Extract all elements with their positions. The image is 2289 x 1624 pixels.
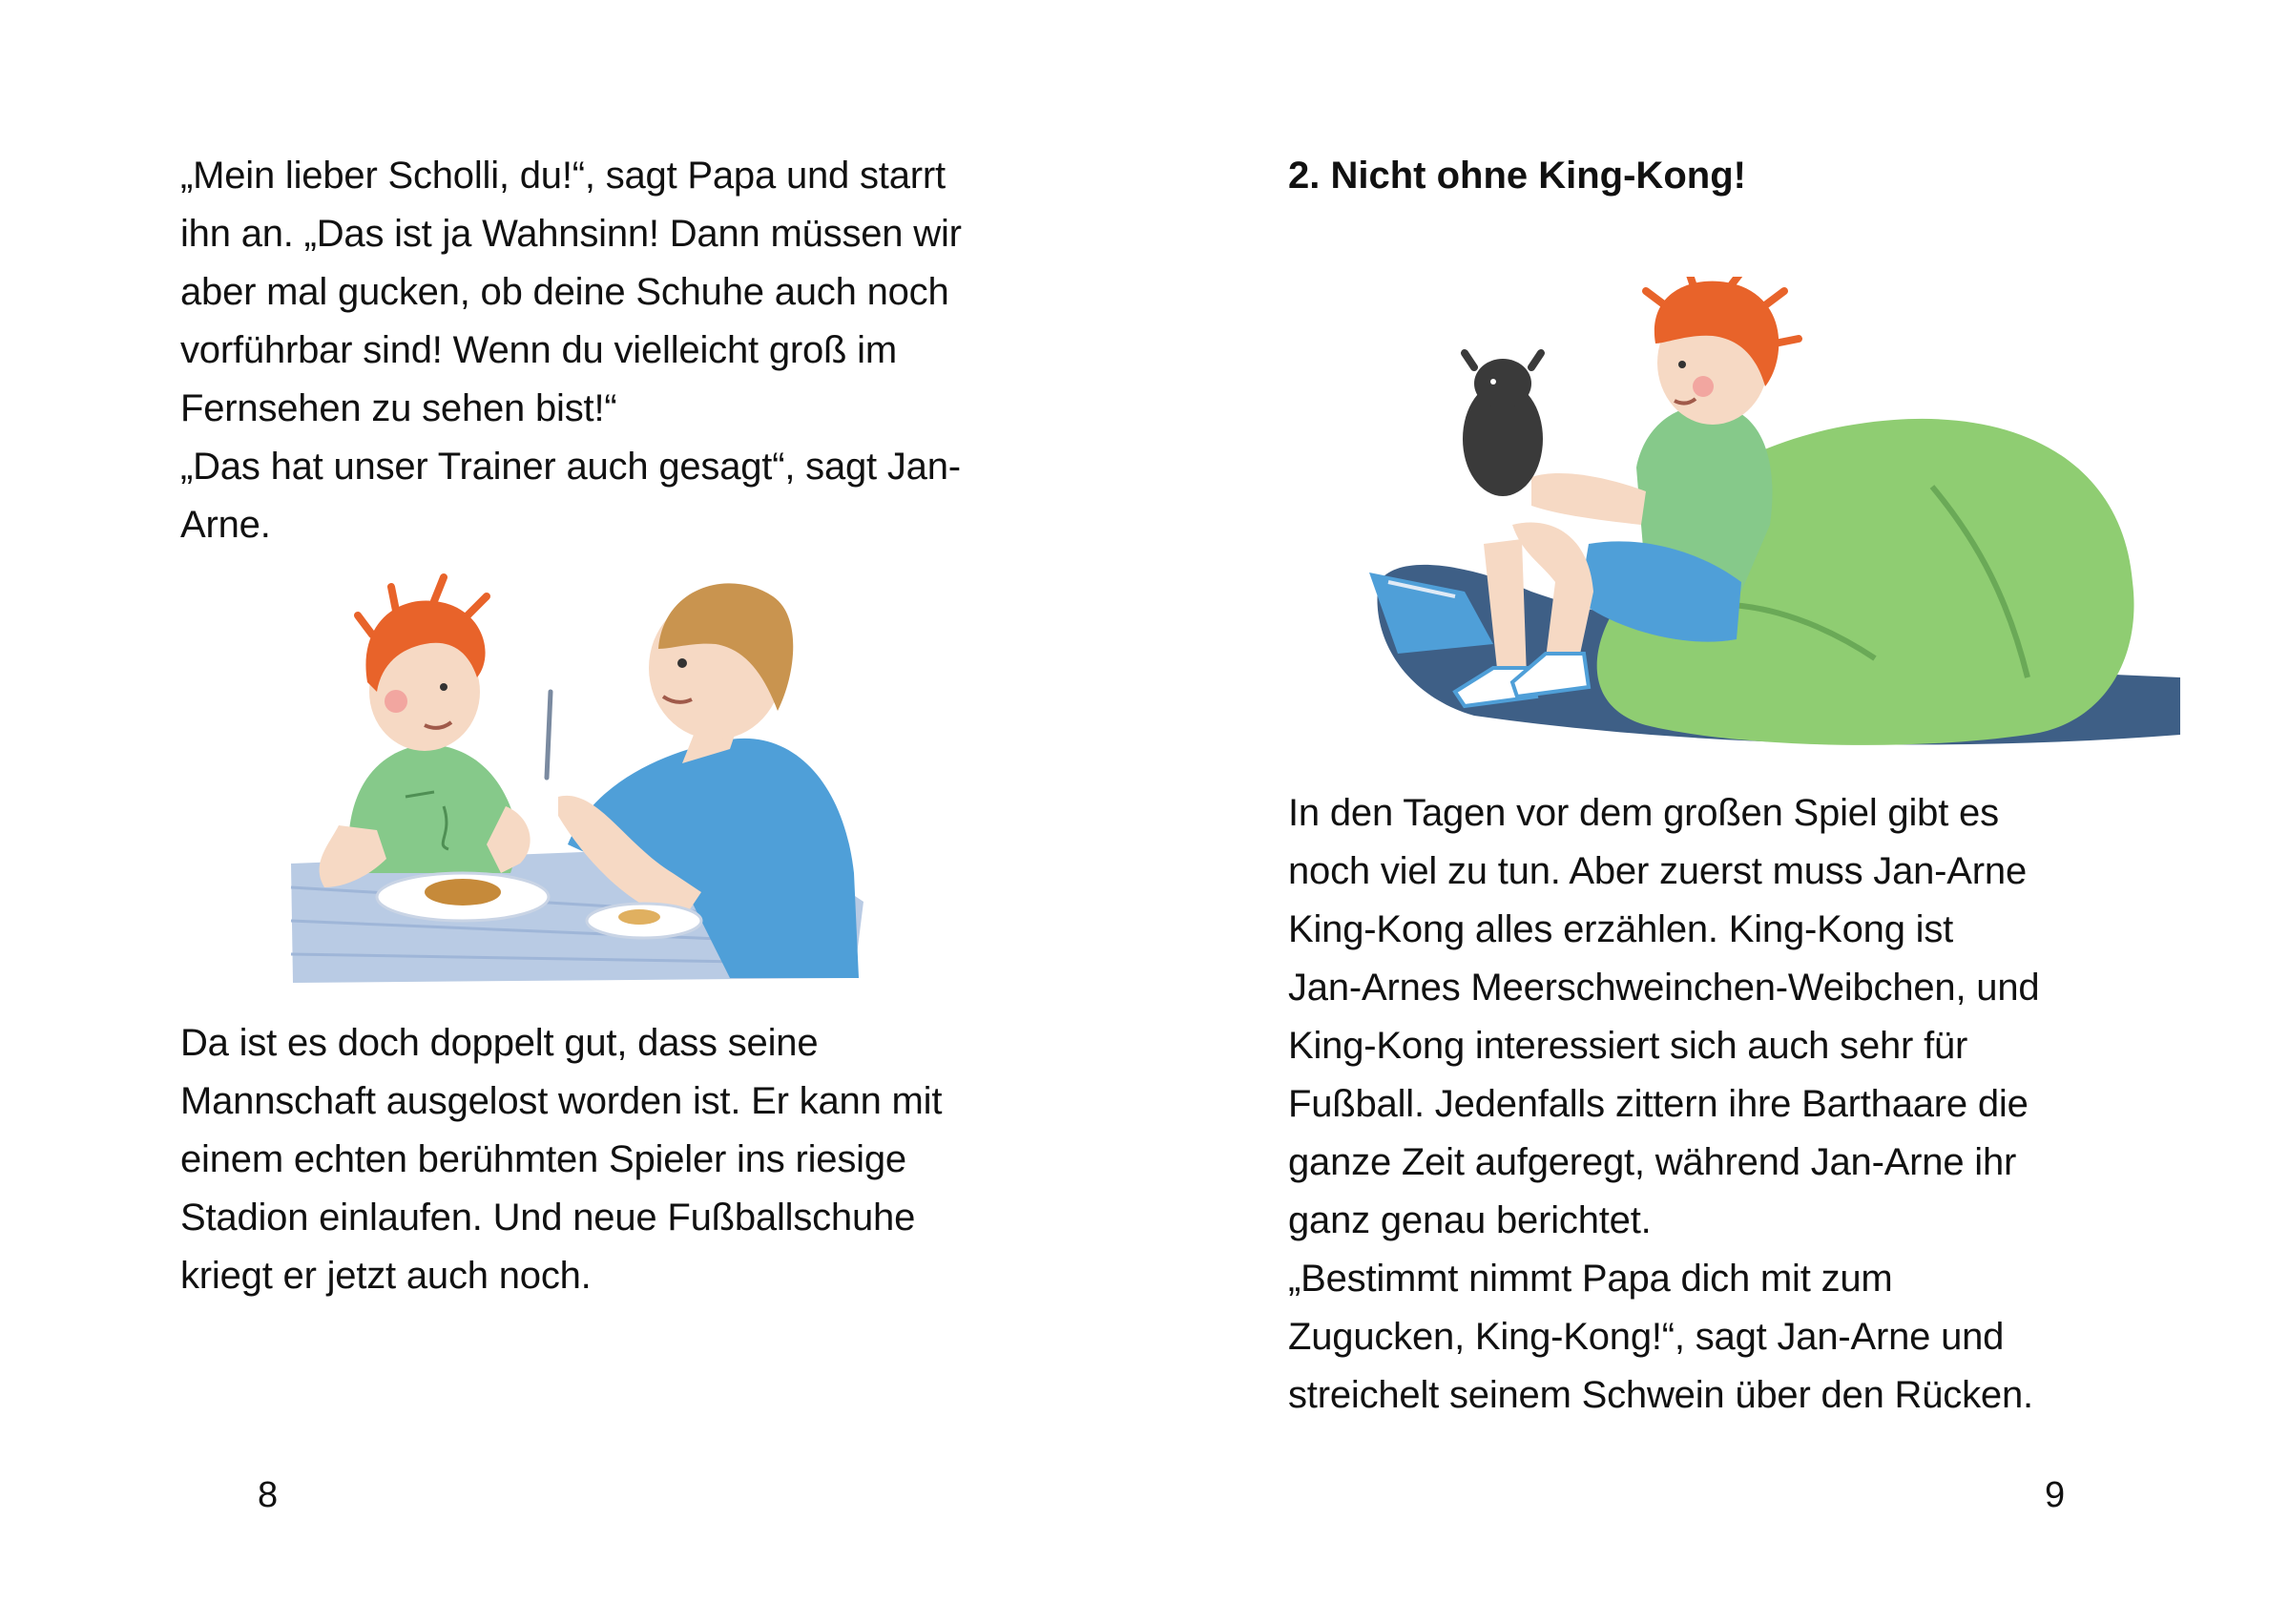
text-line: kriegt er jetzt auch noch. [180, 1255, 592, 1297]
text-line: „Das hat unser Trainer auch gesagt“, sagt Jan- [180, 446, 961, 488]
text-line: streichelt seinem Schwein über den Rücken. [1288, 1374, 2033, 1416]
text-line: einem echten berühmten Spieler ins riesige [180, 1138, 906, 1180]
father-and-son-eating-illustration [281, 558, 873, 992]
text-line: King-Kong interessiert sich auch sehr für [1288, 1025, 1968, 1067]
text-line: aber mal gucken, ob deine Schuhe auch noch [180, 271, 949, 313]
chapter-heading: 2. Nicht ohne King-Kong! [1288, 155, 1746, 197]
text-line: „Bestimmt nimmt Papa dich mit zum [1288, 1258, 1893, 1300]
right-paragraph-1 [1288, 784, 2039, 1425]
text-line: Mannschaft ausgelost worden ist. Er kann mit [180, 1080, 943, 1122]
text-line: ganze Zeit aufgeregt, während Jan-Arne ihr [1288, 1141, 2017, 1183]
right-page [1145, 0, 2289, 1624]
text-line: Da ist es doch doppelt gut, dass seine [180, 1022, 819, 1064]
text-line: „Mein lieber Scholli, du!“, sagt Papa und starrt [180, 155, 946, 197]
text-line: noch viel zu tun. Aber zuerst muss Jan-Arne [1288, 850, 2027, 892]
boy-with-guinea-pig-on-beanbag-illustration [1360, 277, 2199, 763]
page-number: 8 [258, 1475, 279, 1515]
text-line: Fußball. Jedenfalls zittern ihre Barthaare die [1288, 1083, 2029, 1125]
text-line: Jan-Arnes Meerschweinchen-Weibchen, und [1288, 967, 2040, 1009]
text-line: Stadion einlaufen. Und neue Fußballschuhe [180, 1197, 916, 1239]
text-line: Zugucken, King-Kong!“, sagt Jan-Arne und [1288, 1316, 2005, 1358]
text-line: ihn an. „Das ist ja Wahnsinn! Dann müssen wir [180, 213, 962, 255]
left-paragraph-2 [180, 1014, 942, 1305]
left-paragraph-1 [180, 147, 962, 554]
text-line: ganz genau berichtet. [1288, 1199, 1652, 1241]
text-line: King-Kong alles erzählen. King-Kong ist [1288, 908, 1954, 950]
text-line: In den Tagen vor dem großen Spiel gibt es [1288, 792, 1999, 834]
text-line: Arne. [180, 504, 271, 546]
page-number: 9 [2045, 1475, 2066, 1515]
text-line: Fernsehen zu sehen bist!“ [180, 387, 617, 429]
text-line: vorführbar sind! Wenn du vielleicht groß im [180, 329, 897, 371]
